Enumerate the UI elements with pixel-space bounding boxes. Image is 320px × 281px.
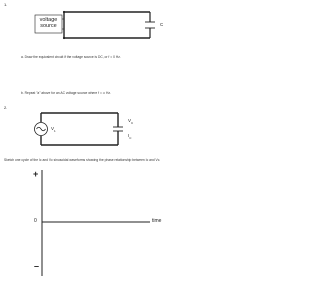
question-2-number: 2. [4, 105, 8, 110]
question-1b-text: b. Repeat "a" above for an AC voltage source where f = ∞ Hz. [21, 91, 112, 95]
question-1a-text: a. Draw the equivalent circuit if the voltage source is DC, or f = 0 Hz. [21, 55, 121, 59]
zero-label: 0 [34, 218, 37, 224]
capacitor-current-label: $I_C$ [128, 133, 132, 140]
question-1-number: 1. [4, 2, 8, 7]
capacitor-voltage-label: $V_C$ [128, 118, 134, 125]
capacitor-label: C [160, 22, 164, 27]
voltage-source-label-line1: voltage [39, 17, 58, 23]
ac-source-label: $V_1$ [51, 126, 56, 133]
minus-label: – [34, 261, 40, 271]
plus-label: + [33, 169, 39, 179]
time-label: time [152, 218, 162, 224]
voltage-source-label-line2: source [40, 22, 57, 29]
sketch-prompt: Sketch one cycle of the Iᴄ and Vᴄ sinusoidal waveforms showing the phase relationship between Iᴄ and Vᴄ. [4, 158, 161, 162]
